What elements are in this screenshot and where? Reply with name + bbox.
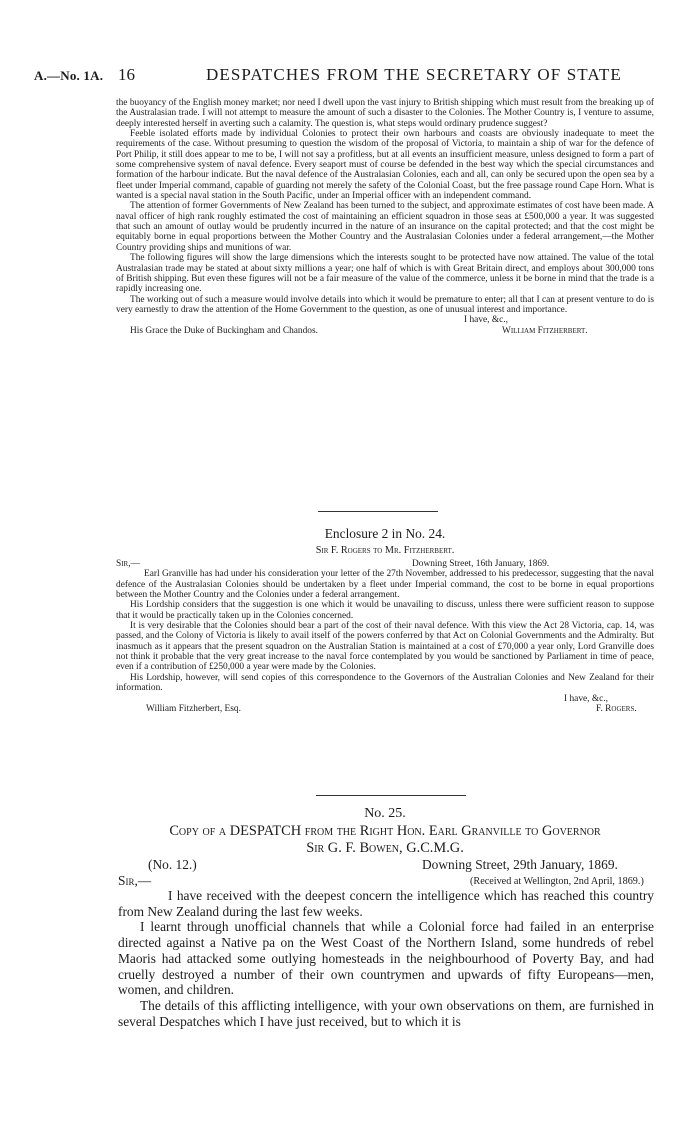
closing: I have, &c., xyxy=(464,315,508,326)
signature: William Fitzherbert. xyxy=(502,325,588,336)
document-reference: A.—No. 1A. xyxy=(34,68,104,83)
paragraph: His Lordship, however, will send copies of this correspondence to the Governors of the Australian Colonies and New Zealand for their information. xyxy=(116,672,654,694)
signature-row xyxy=(116,326,654,336)
despatch-number: No. 25. xyxy=(364,806,406,821)
signature-row xyxy=(116,704,654,714)
salutation: Sir,— xyxy=(116,559,140,569)
page-number: 16 xyxy=(118,65,135,84)
despatch-25-body xyxy=(118,857,654,1029)
closing: I have, &c., xyxy=(564,693,608,704)
paragraph: His Lordship considers that the suggestion is one which it would be unavailing to discuss, unless there were sufficient reason to suppose that it would be practically taken up in the Colonies concerned. xyxy=(116,600,654,621)
enclosure-date: Downing Street, 16th January, 1869. xyxy=(412,559,550,569)
paragraph: I learnt through unofficial channels that while a Colonial force had failed in an enterprise directed against a Native pa on the West Coast of the Northern Island, some hundreds of rebel Maoris had attacked some outlying homesteads in the neighbourhood of Poverty Bay, and had cruelly destroyed a number of their own countrymen and upwards of fifty Europeans—men, women, and children. xyxy=(118,919,654,998)
paragraph: the buoyancy of the English money market; nor need I dwell upon the vast injury to British shipping which must result from the breaking up of the Australasian trade. I will not attempt to measure the amount of such a disaster to the Colonies. The Mother Country is, I venture to assume, deeply interested herself in averting such a calamity. The question is, what steps would ordinary prudence suggest? xyxy=(116,98,654,129)
addressee: William Fitzherbert, Esq. xyxy=(146,703,241,714)
enclosure-title: Enclosure 2 in No. 24. xyxy=(324,526,446,541)
paragraph: Feeble isolated efforts made by individual Colonies to protect their own harbours and coasts are obviously inadequate to meet the requirements of the case. Without presuming to question the wisdom of the proposal of Victoria, to maintain a ship of war for the defence of Port Philip, it still does appear to me to be, I will not say a profitless, but at all events an insufficient measure, unless designed to form a part of some comprehensive system of naval defence. Every seaport must of course be defended in the best way which the special circumstances and formation of the harbour indicate. But the naval defence of the Australasian Colonies, each and all, can only be secured upon the open sea by a fleet under Imperial command, capable of guarding not merely the safety of the Colonial Coast, but the free passage round Cape Horn. What is wanted is a special naval station in the South Pacific, under an Imperial officer with an independent command. xyxy=(116,129,654,202)
section-divider xyxy=(316,795,466,796)
signature: F. Rogers. xyxy=(596,703,637,714)
despatch-date: Downing Street, 29th January, 1869. xyxy=(422,857,618,872)
paragraph: I have received with the deepest concern the intelligence which has reached this country from New Zealand during the last few weeks. xyxy=(118,888,654,919)
paragraph: The attention of former Governments of New Zealand has been turned to the subject, and approximate estimates of cost have been made. A naval officer of high rank roughly estimated the cost of maintaining an efficient squadron in those seas at £500,000 a year. It was suggested that such an amount of outlay would be prudently incurred in the nature of an insurance on the capital protected; and that the cost might be equitably borne in equal proportions between the Mother Country and the Australasian Colonies under a federal arrangement,—the Mother Country providing ships and munitions of war. xyxy=(116,201,654,253)
running-title: DESPATCHES FROM THE SECRETARY OF STATE xyxy=(206,65,622,84)
salutation-row xyxy=(118,873,654,888)
page-header xyxy=(34,66,674,86)
received-note: (Received at Wellington, 2nd April, 1869.) xyxy=(470,876,644,887)
paragraph: Earl Granville has had under his consideration your letter of the 27th November, addressed to his predecessor, suggesting that the naval defence of the Australasian Colonies should be undertaken by a fleet under Imperial command, the cost to be borne in equal proportions between the Mother Country and the Colonies under a federal arrangement. xyxy=(116,569,654,601)
enclosure-from-to: Sir F. Rogers to Mr. Fitzherbert. xyxy=(315,545,455,556)
despatch-title-line1: Copy of a DESPATCH from the Right Hon. Earl Granville to Governor xyxy=(169,823,601,839)
paragraph: The following figures will show the large dimensions which the interests sought to be protected have now attained. The value of the total Australasian trade may be stated at about sixty millions a year; one half of which is with Great Britain direct, and employs about 300,000 tons of British shipping. But even these figures will not be a fair measure of the value of the commerce, unless it be borne in mind that the trade is a rapidly increasing one. xyxy=(116,253,654,295)
section-divider xyxy=(318,511,438,512)
paragraph: It is very desirable that the Colonies should bear a part of the cost of their naval defence. With this view the Act 28 Victoria, cap. 14, was passed, and the Colony of Victoria is likely to avail itself of the powers conferred by that Act on Colonial Governments and the Admiralty. But inasmuch as it appears that the present squadron on the Australian Station is maintained at a cost of £70,000 a year only, Lord Granville does not think it probable that the very great increase to the naval force contemplated by you would be sanctioned by Parliament in time of peace, even if a contribution of £250,000 a year were made by the Colonies. xyxy=(116,621,654,673)
despatch-24-body xyxy=(116,98,654,336)
salutation: Sir,— xyxy=(118,873,152,888)
ref-row xyxy=(118,857,654,873)
salutation-row xyxy=(116,559,654,569)
despatch-title-line2: Sir G. F. Bowen, G.C.M.G. xyxy=(306,840,464,856)
enclosure-body xyxy=(116,559,654,714)
paragraph: The working out of such a measure would involve details into which it would be premature to enter; all that I can at present venture to do is very earnestly to draw the attention of the Home Government to the question, as one of unusual interest and importance. xyxy=(116,294,654,315)
paragraph: The details of this afflicting intelligence, with your own observations on them, are furnished in several Despatches which I have just received, but to which it is xyxy=(118,997,654,1029)
despatch-ref: (No. 12.) xyxy=(148,857,197,872)
closing-row xyxy=(116,694,654,704)
addressee: His Grace the Duke of Buckingham and Chandos. xyxy=(130,325,318,336)
closing-row xyxy=(116,315,654,325)
